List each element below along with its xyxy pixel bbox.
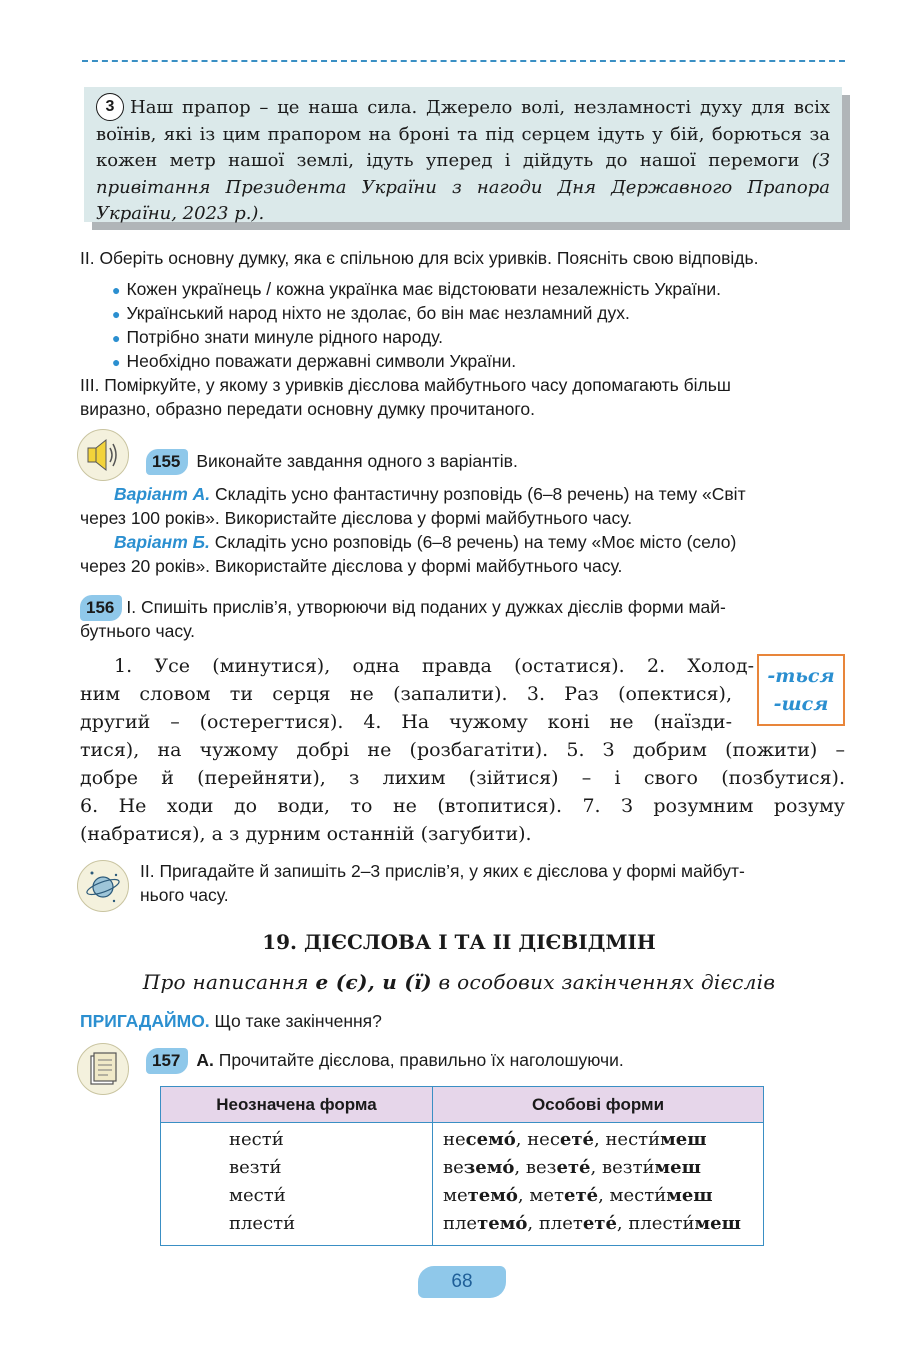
top-divider: [82, 60, 845, 62]
task3-line1: III. Поміркуйте, у якому з уривків дієслова майбутнього часу допомагають більш: [80, 375, 731, 395]
section-subtitle: Про написання е (є), и (ї) в особових закінченнях дієслів: [142, 970, 776, 994]
suffix-box: -ться -шся: [757, 654, 845, 726]
planet-icon: [77, 860, 129, 912]
speaker-icon: [77, 429, 129, 481]
variant-a: Варіант А. Складіть усно фантастичну розповідь (6–8 речень) на тему «Світ: [114, 484, 746, 504]
quote-number: 3: [96, 93, 124, 121]
ex157-number: 157: [146, 1048, 188, 1074]
task3-line2: виразно, образно передати основну думку прочитаного.: [80, 399, 535, 419]
verbs-table: [160, 1086, 764, 1246]
table-row: [161, 1123, 764, 1246]
variant-a-cont: через 100 років». Використайте дієслова у формі майбутнього часу.: [80, 508, 633, 528]
section-title: 19. ДІЄСЛОВА І ТА ІІ ДІЄВІДМІН: [262, 930, 656, 954]
quote-source: (З привітання Президента України з нагоди Дня Державного Прапора України, 2023 р.).: [96, 150, 830, 224]
ex157-header: 157 А. Прочитайте дієслова, правильно їх наголошуючи.: [146, 1048, 624, 1074]
task2-heading: II. Оберіть основну думку, яка є спільною для всіх уривків. Поясніть свою відповідь.: [80, 248, 759, 268]
recall-line: ПРИГАДАЙМО. Що таке закінчення?: [80, 1011, 382, 1031]
ex156-header: 156 I. Спишіть прислів’я, утворюючи від поданих у дужках дієслів форми май-: [80, 595, 726, 621]
bullet-icon: ●: [112, 354, 121, 370]
option-item: ● Необхідно поважати державні символи України.: [112, 351, 517, 371]
bullet-icon: ●: [112, 282, 121, 298]
forms-line: метемо́, метете́, мести́меш: [443, 1185, 713, 1206]
infinitive-cell: нести́ везти́ мести́ плести́: [161, 1123, 433, 1246]
option-item: ● Кожен українець / кожна українка має відстоювати незалежність України.: [112, 279, 722, 299]
quote-block: [84, 87, 842, 222]
ex155-instruction: Виконайте завдання одного з варіантів.: [196, 451, 518, 471]
variant-b-cont: через 20 років». Використайте дієслова у формі майбутнього часу.: [80, 556, 623, 576]
table-header: Особові форми: [433, 1087, 764, 1123]
personal-forms-cell: [433, 1123, 764, 1246]
notebook-icon: [77, 1043, 129, 1095]
quote-text: Наш прапор – це наша сила. Джерело волі, незламності духу для всіх воїнів, які із цим прапором на броні та під серцем ідуть у бій, борються за кожен метр нашої землі, ідуть уперед і дійдуть до нашої перемоги: [96, 97, 830, 171]
bullet-icon: ●: [112, 330, 121, 346]
table-header: Неозначена форма: [161, 1087, 433, 1123]
ex155-header: [146, 449, 518, 475]
ex155-number: 155: [146, 449, 188, 475]
ex156-part2-cont: нього часу.: [140, 885, 229, 905]
option-item: ● Потрібно знати минуле рідного народу.: [112, 327, 444, 347]
forms-line: плетемо́, плетете́, плести́меш: [443, 1213, 741, 1234]
ex156-part2: II. Пригадайте й запишіть 2–3 прислів’я, у яких є дієслова у формі майбут-: [140, 861, 745, 881]
task2-options: [112, 277, 852, 373]
proverbs-text: 1. Усе (минутися), одна правда (остатися). 2. Холод- ним словом ти серця не (запалити). 3. Раз (опектися), другий – (остерегтися). 4. На чужому коні не (наїзди- тися), на чужому добрі не (розбагатіти). 5. З добрим (пожити) – добре й (перейняти), з лихим (зійтися) – і свого (позбутися). 6. Не ходи до води, то не (втопитися). 7. З розумним розуму (набратися), а з дурним останній (загубити).: [80, 655, 845, 845]
ex156-header-cont: бутнього часу.: [80, 621, 195, 641]
bullet-icon: ●: [112, 306, 121, 322]
forms-line: веземо́, везете́, везти́меш: [443, 1157, 701, 1178]
ex156-number: 156: [80, 595, 122, 621]
forms-line: несемо́, несете́, нести́меш: [443, 1129, 707, 1150]
option-item: ● Український народ ніхто не здолає, бо він має незламний дух.: [112, 303, 630, 323]
page-number: 68: [418, 1266, 506, 1298]
variant-b: Варіант Б. Складіть усно розповідь (6–8 речень) на тему «Моє місто (село): [114, 532, 737, 552]
